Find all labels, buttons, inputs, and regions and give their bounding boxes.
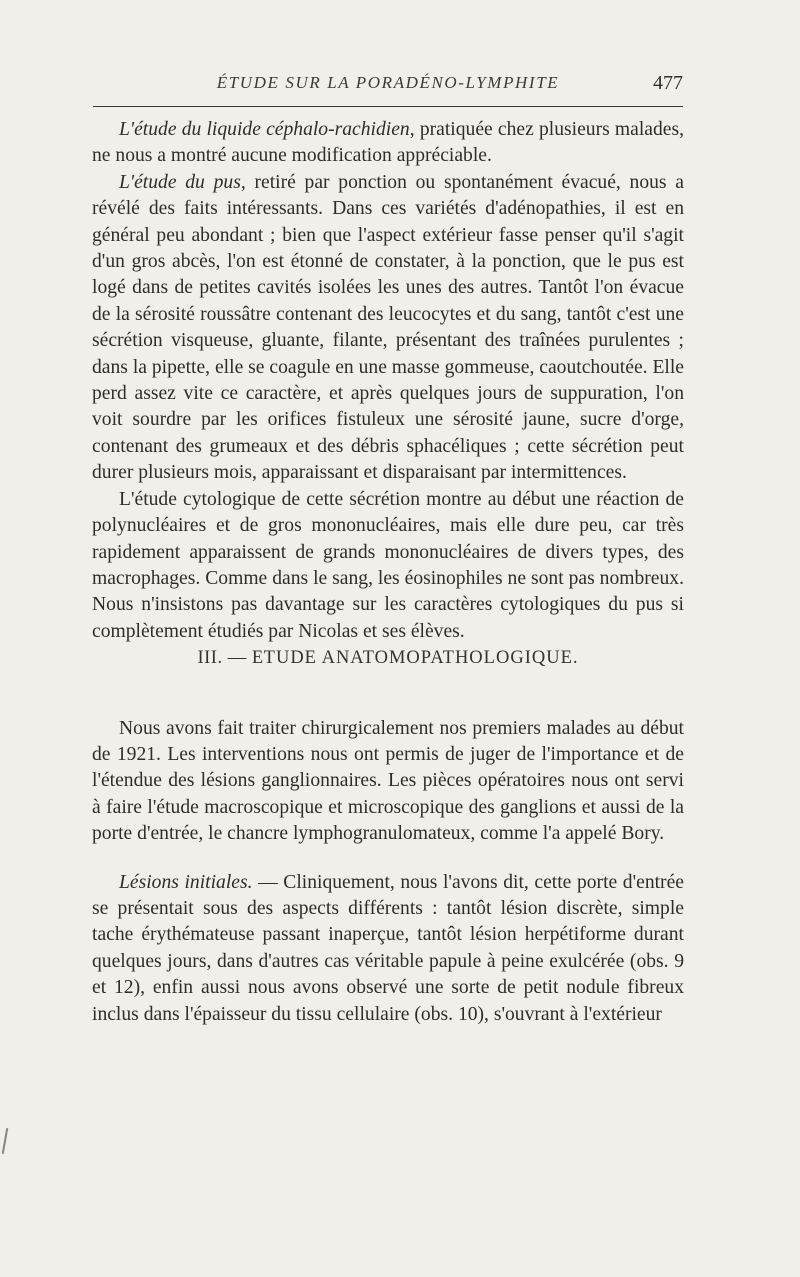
section-heading-title: TUDE ANATOMOPATHOLOGIQUE. xyxy=(263,648,579,669)
section-heading xyxy=(92,645,684,671)
paragraph-csf-text: , pratiquée chez plusieurs malades, ne nous a montré aucune modification appréciable. xyxy=(92,119,684,167)
header-rule xyxy=(93,106,683,107)
section-heading-numeral: III. — E xyxy=(197,648,264,669)
paragraph-initial-lesions xyxy=(92,870,684,1028)
paragraph-initial-lesions-text: — Cliniquement, nous l'avons dit, cette porte d'entrée se présentait sous des aspects différents : tantôt lésion discrète, simple tache érythémateuse passant inaperçue, tantôt lésion herpétiforme durant quelques jours, dans d'autres cas véritable papule à peine exulcérée (obs. 9 et 12), enfin aussi nous avons observé une sorte de petit nodule fibreux inclus dans l'épaisseur du tissu cellulaire (obs. 10), s'ouvrant à l'extérieur xyxy=(92,871,684,1025)
body-text xyxy=(92,117,684,1028)
paragraph-surgery: Nous avons fait traiter chirurgicalement nos premiers malades au début de 1921. Les interventions nous ont permis de juger de l'importance et de l'étendue des lésions ganglionnaires. Les pièces opératoires nous ont servi à faire l'étude macroscopique et microscopique des ganglions et aussi de la porte d'entrée, le chancre lymphogranulomateux, comme l'a appelé Bory. xyxy=(92,717,684,845)
paragraph-pus xyxy=(92,170,684,487)
paragraph-csf xyxy=(92,117,684,170)
paragraph-pus-lead: L'étude du pus xyxy=(119,171,241,193)
paragraph-csf-lead: L'étude du liquide céphalo-rachidien xyxy=(119,119,410,140)
running-head xyxy=(93,73,683,103)
paragraph-cytology: L'étude cytologique de cette sécrétion montre au début une réaction de polynucléaires et de gros mononucléaires, mais elle dure peu, car très rapidement apparaissent de grands mononucléaires de divers types, des macrophages. Comme dans le sang, les éosinophiles ne sont pas nombreux. Nous n'insistons pas davantage sur les caractères cytologiques du pus si complètement étudiés par Nicolas et ses élèves. xyxy=(92,488,684,642)
margin-pencil-mark xyxy=(2,1128,8,1154)
page-number: 477 xyxy=(653,72,683,94)
paragraph-initial-lesions-lead: Lésions initiales. xyxy=(119,871,253,893)
running-title: ÉTUDE SUR LA PORADÉNO-LYMPHITE xyxy=(216,73,560,92)
paragraph-pus-text: , retiré par ponction ou spontanément évacué, nous a révélé des faits intéressants. Dans ces variétés d'adénopathies, il est en général peu abondant ; bien que l'aspect extérieur fasse penser qu'il s'agit d'un gros abcès, l'on est étonné de constater, à la ponction, que le pus est logé dans de petites cavités isolées les unes des autres. Tantôt l'on évacue de la sérosité roussâtre contenant des leucocytes et du sang, tantôt c'est une sécrétion visqueuse, gluante, filante, présentant des traînées purulentes ; dans la pipette, elle se coagule en une masse gommeuse, caoutchoutée. Elle perd assez vite ce caractère, et après quelques jours de suppuration, l'on voit sourdre par les orifices fistuleux une sérosité jaune, sucre d'orge, contenant des grumeaux et des débris sphacéliques ; cette sécrétion peut durer plusieurs mois, apparaissant et disparaisant par intermittences. xyxy=(92,171,684,484)
